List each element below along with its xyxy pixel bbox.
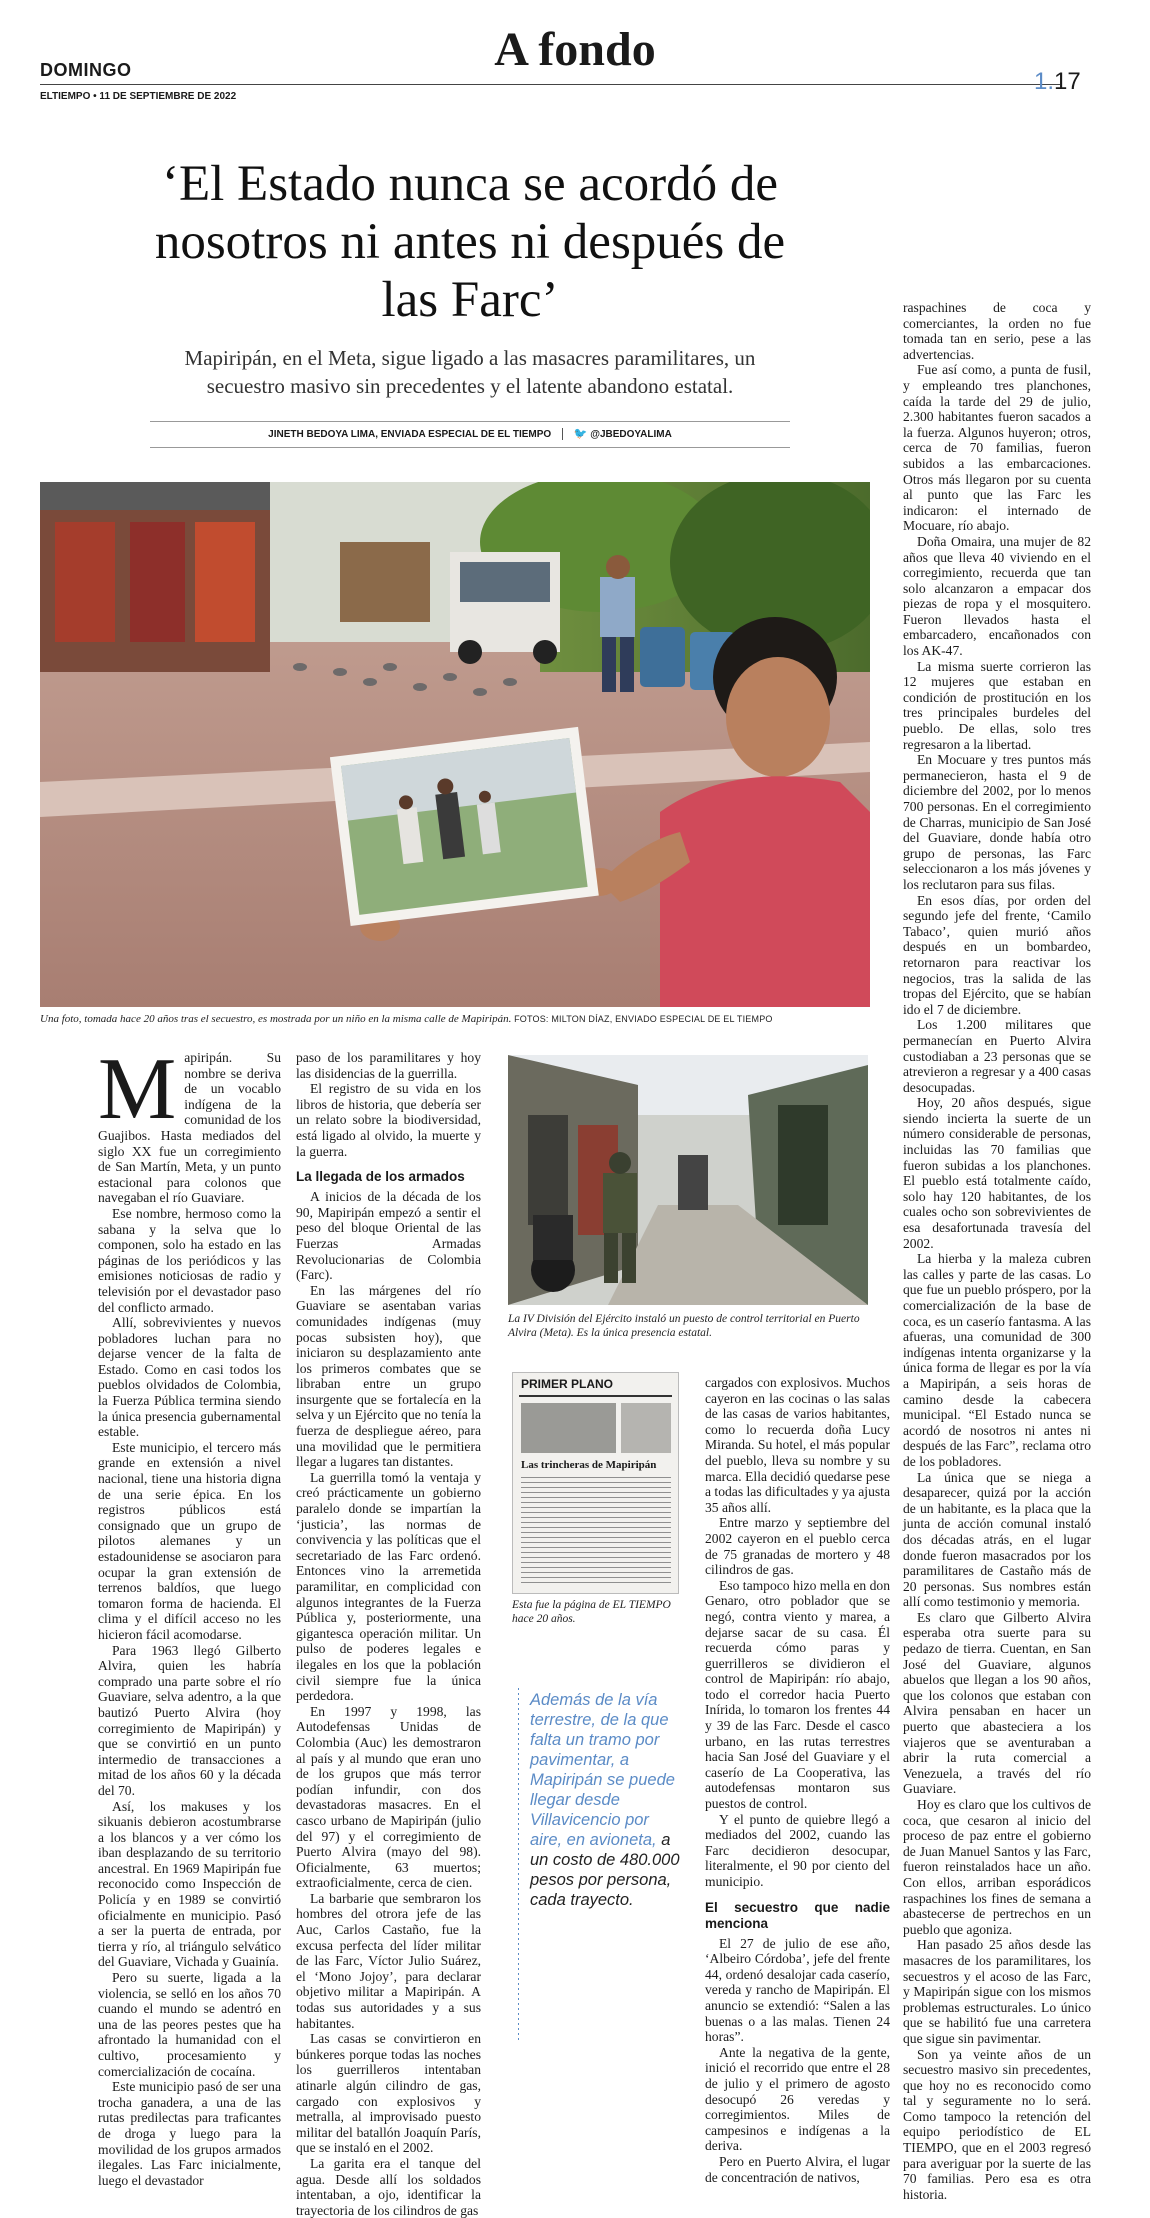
drop-cap: M (98, 1041, 177, 1138)
page-section-num: 1. (1034, 68, 1055, 95)
main-caption-credit: FOTOS: MILTON DÍAZ, ENVIADO ESPECIAL DE EL TIEMPO (514, 1014, 773, 1024)
col4-paragraph-7: Pero en Puerto Alvira, el lugar de concentración de nativos, (705, 2153, 890, 2185)
pullquote-part-a: Además de la vía terrestre, de la que falta un tramo por pavimentar, a Mapiripán se puede llegar desde Villavicencio por aire, en avioneta, (530, 1691, 675, 1849)
col1-paragraph-1 (98, 1041, 281, 1206)
column-5 (903, 300, 1091, 2202)
clipping-header: PRIMER PLANO (521, 1377, 614, 1391)
col5-paragraph-12: Hoy es claro que los cultivos de coca, que cesaron al inicio del proceso de paz entre el gobierno de Juan Manuel Santos y las Farc, fueron reinstalados hace un año. Con ellos, arriban esporádicos raspachines los fines de semana a abastecerse de pertrechos en un pueblo que agoniza. (903, 1797, 1091, 1937)
pullquote-part-b: a un costo de 480.000 pesos por persona, cada trayecto. (530, 1831, 680, 1909)
col1-paragraph-8: Este municipio pasó de ser una trocha ganadera, a una de las rutas predilectas para traficantes de droga y luego para la movilidad de los grupos armados ilegales. Las Farc inicialmente, luego el devastador (98, 2079, 281, 2188)
article-title: ‘El Estado nunca se acordó de nosotros ni antes ni después de las Farc’ (154, 156, 786, 328)
col5-paragraph-11: Es claro que Gilberto Alvira esperaba otra suerte para su pedazo de tierra. Cuentan, en San José del Guaviare, algunos abuelos que llegan a los 90 años, que los colonos que estaban con Alvira pensaban en hacer un puerto que abasteciera a los viajeros que se aventuraban a abrir la ruta comercial a Venezuela, a través del río Guaviare. (903, 1609, 1091, 1797)
col5-paragraph-4: La misma suerte corrieron las 12 mujeres que estaban en condición de prostitución en los tres principales burdeles del pueblo. De ellas, solo tres regresaron a la libertad. (903, 658, 1091, 752)
col4-paragraph-3: Eso tampoco hizo mella en don Genaro, otro poblador que se negó, contra viento y marea, a dejarse sacar de su casa. Él recuerda cómo paras y guerrilleros se dividieron el control de Mapiripán: río abajo, todo el corredor hacia Puerto Inírida, lo tomaron los frentes 44 y 39 de las Farc. Desde el casco urbano, en las rutas terrestres hacia San José del Guaviare y el caserío de La Cooperativa, las autodefensas montaron sus puestos de control. (705, 1577, 891, 1812)
header-rule (40, 84, 1060, 85)
section-title: A fondo (494, 23, 656, 76)
col4-subheading: El secuestro que nadie menciona (705, 1899, 890, 1931)
clipping-rule (519, 1395, 672, 1397)
col1-paragraph-7: Pero su suerte, ligada a la violencia, se selló en los años 70 cuando el mundo se adentró en una de las peores pestes que ha afrontado la humanidad con el cultivo, procesamiento y comercialización de cocaína. (98, 1970, 281, 2079)
byline-author: JINETH BEDOYA LIMA, ENVIADA ESPECIAL DE EL TIEMPO (268, 429, 552, 440)
soldier-photo-caption: La IV División del Ejército instaló un puesto de control territorial en Puerto Alvira (Meta). Es la única presencia estatal. (508, 1313, 860, 1339)
col2-paragraph-6: En 1997 y 1998, las Autodefensas Unidas de Colombia (Auc) les demostraron al país y al mundo que eran uno de los grupos que más terror podían infundir, con dos devastadoras masacres. En el casco urbano de Mapiripán (julio del 97) y el corregimiento de Puerto Alvira (mayo del 98). Oficialmente, 63 muertos; extraoficialmente, cerca de cien. (296, 1703, 481, 1891)
main-photo-art (40, 482, 870, 1007)
byline-sep (562, 428, 563, 440)
col2-paragraph-9: La garita era el tanque del agua. Desde allí los soldados intentaban, a ojo, identificar la trayectoria de los cilindros de gas (296, 2155, 481, 2218)
col2-paragraph-4: En las márgenes del río Guaviare se asentaban varias comunidades indígenas (muy pocas subsisten hoy), que iniciaron su desplazamiento ante los primeros combates que se libraban entre un grupo insurgente que se fortalecía en la selva y un Ejército que no tenía la fuerza de despliegue aéreo, para una movilidad que le permitiera llegar a lugares tan distantes. (296, 1282, 481, 1470)
col4-paragraph-5: El 27 de julio de ese año, ‘Albeiro Córdoba’, jefe del frente 44, ordenó desalojar cada caserío, vereda y rancho de Mapiripán. El anuncio se extendió: “Salen a las buenas o a las malas. Tienen 24 horas”. (705, 1935, 890, 2045)
col5-paragraph-6: En esos días, por orden del segundo jefe del frente, ‘Camilo Tabaco’, quien murió años después en un bombardeo, retornaron para reactivar los negocios, tras la salida de las tropas del Ejército, que se habían ido el 7 de diciembre. (903, 892, 1091, 1017)
col4-paragraph-1: cargados con explosivos. Muchos cayeron en las cocinas o las salas de las casas de varios habitantes, como lo recuerda doña Lucy Miranda. Su hotel, el más popular del pueblo, lleva su nombre y su marca. Ella decidió quedarse pese a todas las dificultades y ya ajusta 35 años allí. (705, 1375, 890, 1515)
byline (150, 427, 790, 440)
pullquote (530, 1690, 680, 1910)
paper-date: ELTIEMPO • 11 DE SEPTIEMBRE DE 2022 (40, 91, 237, 102)
col5-paragraph-13: Han pasado 25 años desde las masacres de los paramilitares, los secuestros y el acoso de las Farc, y Mapiripán sigue con los mismos problemas estructurales. Lo único que se habilitó fue una carretera que sigue sin pavimentar. (903, 1937, 1091, 2046)
col2-paragraph-2: El registro de su vida en los libros de historia, que debería ser un relato sobre la biodiversidad, está ligado al olvido, la muerte y la guerra. (296, 1081, 481, 1159)
main-photo (40, 482, 870, 1007)
column-4 (705, 1375, 890, 2185)
column-1 (98, 1041, 281, 2188)
col1-p1-text: apiripán. Su nombre se deriva de un vocablo indígena de la comunidad de los Guajibos. Hasta mediados del siglo XX fue un corregimiento de San Martín, Meta, y un punto estacional para colonos que navegaban el río Guaviare. (98, 1050, 281, 1206)
col1-paragraph-3: Allí, sobrevivientes y nuevos pobladores luchan para no dejarse vencer de la falta de Estado. Como en casi todos los pueblos olvidados de Colombia, la Fuerza Pública termina siendo la única presencia gubernamental estable. (98, 1315, 281, 1440)
col2-subheading: La llegada de los armados (296, 1169, 465, 1185)
main-photo-caption (40, 1012, 870, 1026)
clipping (512, 1372, 679, 1594)
col5-paragraph-9: La hierba y la maleza cubren las calles y parte de las casas. Lo que fue un pueblo próspero, por la comercialización de la base de coca, es un caserío fantasma. A las afueras, una comunidad de 300 indígenas intenta organizarse y la única forma de llegar es por la vía a Mapiripán, a seis horas de camino desde la cabecera municipal. “El Estado nunca se acordó de nosotros ni antes ni después de las Farc”, reclama otro de los pobladores. (903, 1251, 1091, 1469)
clipping-photo-2 (621, 1403, 671, 1453)
soldier-photo (508, 1055, 868, 1305)
col5-paragraph-2: Fue así como, a punta de fusil, y empleando tres planchones, caída la tarde del 29 de julio, 2.300 habitantes fueron sacados a la fuerza. Algunos huyeron; otros, cerca de 70 familias, fueron subidos a las embarcaciones. Otros más llegaron por su cuenta al punto que las Farc les indicaron: el internado de Mocuare, río abajo. (903, 362, 1091, 534)
col5-paragraph-1: raspachines de coca y comerciantes, la orden no fue tomada tan en serio, pese a las advertencias. (903, 300, 1091, 362)
soldier-photo-art (508, 1055, 868, 1305)
col5-paragraph-14: Son ya veinte años de un secuestro masivo sin precedentes, que hoy no es reconocido como tal y seguramente no lo será. Como tampoco la retención del equipo periodístico de EL TIEMPO, que en el 2003 regresó para averiguar por la suerte de las 70 familias. Pero esa es otra historia. (903, 2046, 1091, 2202)
col5-paragraph-3: Doña Omaira, una mujer de 82 años que lleva 40 viviendo en el corregimiento, recuerda que tan solo alcanzaron a empacar dos piezas de ropa y el mosquitero. Fueron llevados hasta el embarcadero, encañonados con los AK-47. (903, 533, 1091, 659)
section-day: DOMINGO (40, 60, 132, 80)
clipping-photo-1 (521, 1403, 616, 1453)
clipping-text (521, 1477, 671, 1585)
col2-paragraph-3: A inicios de la década de los 90, Mapiripán empezó a sentir el peso del bloque Oriental de las Fuerzas Armadas Revolucionarias de Colombia (Farc). (296, 1189, 481, 1283)
byline-rule-bottom (150, 447, 790, 448)
page-num: 17 (1054, 68, 1081, 95)
twitter-handle: @JBEDOYALIMA (590, 429, 672, 440)
col1-paragraph-2: Ese nombre, hermoso como la sabana y la selva que lo componen, solo ha estado en las páginas de los periódicos y las emisiones noticiosas de radio y televisión por el devastador paso del conflicto armado. (98, 1205, 281, 1315)
clipping-headline: Las trincheras de Mapiripán (521, 1459, 657, 1471)
byline-rule-top (150, 421, 790, 422)
col5-paragraph-7: Los 1.200 militares que permanecían en Puerto Alvira custodiaban a 23 personas que se atrevieron a regresar y a 400 casas desocupadas. (903, 1017, 1091, 1095)
col5-paragraph-10: La única que se niega a desaparecer, quizá por la acción de un habitante, es la placa que la junta de acción comunal instaló dos décadas atrás, en el lugar donde fueron masacrados por los paramilitares de Castaño más de 20 personas. Sus nombres están allí como testimonio y memoria. (903, 1469, 1091, 1610)
col2-paragraph-5: La guerrilla tomó la ventaja y creó prácticamente un gobierno paralelo donde se impartían la ‘justicia’, las normas de convivencia y las políticas que el secretariado de las Farc ordenó. Entonces vino la arremetida paramilitar, en complicidad con algunos integrantes de la Fuerza Pública y, posteriormente, una gigantesca operación militar. Un pulso de poderes legales e ilegales en los que la población civil siempre fue la única perdedora. (296, 1469, 481, 1704)
col2-paragraph-7: La barbarie que sembraron los hombres del otrora jefe de las Auc, Carlos Castaño, fue la excusa perfecta del líder militar de las Farc, Víctor Julio Suárez, el ‘Mono Jojoy’, para declarar objetivo militar a Mapiripán. A todas sus autoridades y a sus habitantes. (296, 1890, 481, 2031)
main-caption-text: Una foto, tomada hace 20 años tras el secuestro, es mostrada por un niño en la misma calle de Mapiripán. (40, 1013, 512, 1025)
page-number (1034, 68, 1081, 96)
pullquote-rule (518, 1688, 519, 2043)
col1-paragraph-5: Para 1963 llegó Gilberto Alvira, quien les habría comprado una parte sobre el río Guaviare, selva adentro, a la que bautizó Puerto Alvira (hoy corregimiento de Mapiripán) y que se convirtió en un punto intermedio de transacciones a mitad de los años 60 y la década del 70. (98, 1642, 281, 1798)
article-subtitle: Mapiripán, en el Meta, sigue ligado a las masacres paramilitares, un secuestro masivo sin precedentes y el latente abandono estatal. (184, 346, 756, 398)
col4-paragraph-6: Ante la negativa de la gente, inició el recorrido que entre el 28 de julio y el primero de agosto desocupó 26 veredas y corregimientos. Miles de campesinos e indígenas a la deriva. (705, 2044, 890, 2154)
col1-paragraph-4: Este municipio, el tercero más grande en extensión a nivel nacional, tiene una historia digna de una serie épica. En los registros públicos está consignado que un grupo de pilotos alemanes y un estadounidense se asociaron para ocupar la gran extensión de terrenos baldíos, que luego tomaron forma de hacienda. El clima y el difícil acceso no les hicieron fácil acomodarse. (98, 1439, 281, 1642)
col2-paragraph-8: Las casas se convirtieron en búnkeres porque todas las noches los guerrilleros intentaban atinarle algún cilindro de gas, cargado con explosivos y metralla, al improvisado puesto militar del batallón Joaquín París, que se instaló en el 2002. (296, 2031, 481, 2156)
col1-paragraph-6: Así, los makuses y los sikuanis debieron acostumbrarse a los blancos y a ver cómo los iban desplazando de su territorio ancestral. En 1969 Mapiripán fue reconocido como Inspección de Policía y en 1989 se convirtió oficialmente en municipio. Pasó a ser la puerta de entrada, por tierra y río, al triángulo selvático del Guaviare, Vichada y Guainía. (98, 1798, 281, 1970)
col4-paragraph-4: Y el punto de quiebre llegó a mediados del 2002, cuando las Farc decidieron desocupar, literalmente, el 90 por ciento del municipio. (705, 1811, 890, 1889)
col4-paragraph-2: Entre marzo y septiembre del 2002 cayeron en el pueblo cerca de 75 granadas de mortero y 48 cilindros de gas. (705, 1515, 890, 1578)
col5-paragraph-5: En Mocuare y tres puntos más permanecieron, hasta el 9 de diciembre del 2002, por lo menos 700 personas. En el corregimiento de Charras, municipio de San José del Guaviare, donde había otro grupo de personas, las Farc seleccionaron a los más jóvenes y los reclutaron para sus filas. (903, 752, 1091, 892)
twitter-icon: 🐦 (573, 428, 588, 440)
col2-paragraph-1: paso de los paramilitares y hoy las disidencias de la guerrilla. (296, 1050, 481, 1081)
column-2 (296, 1050, 481, 2218)
clipping-caption: Esta fue la página de EL TIEMPO hace 20 años. (512, 1599, 671, 1625)
col5-paragraph-8: Hoy, 20 años después, sigue siendo incierta la suerte de un número considerable de personas, incluidas las 70 familias que fueron subidas a los planchones. El pueblo está totalmente caído, solo hay 120 habitantes, de los cuales ocho son sobrevivientes de esa desafortunada travesía del 2002. (903, 1095, 1091, 1251)
